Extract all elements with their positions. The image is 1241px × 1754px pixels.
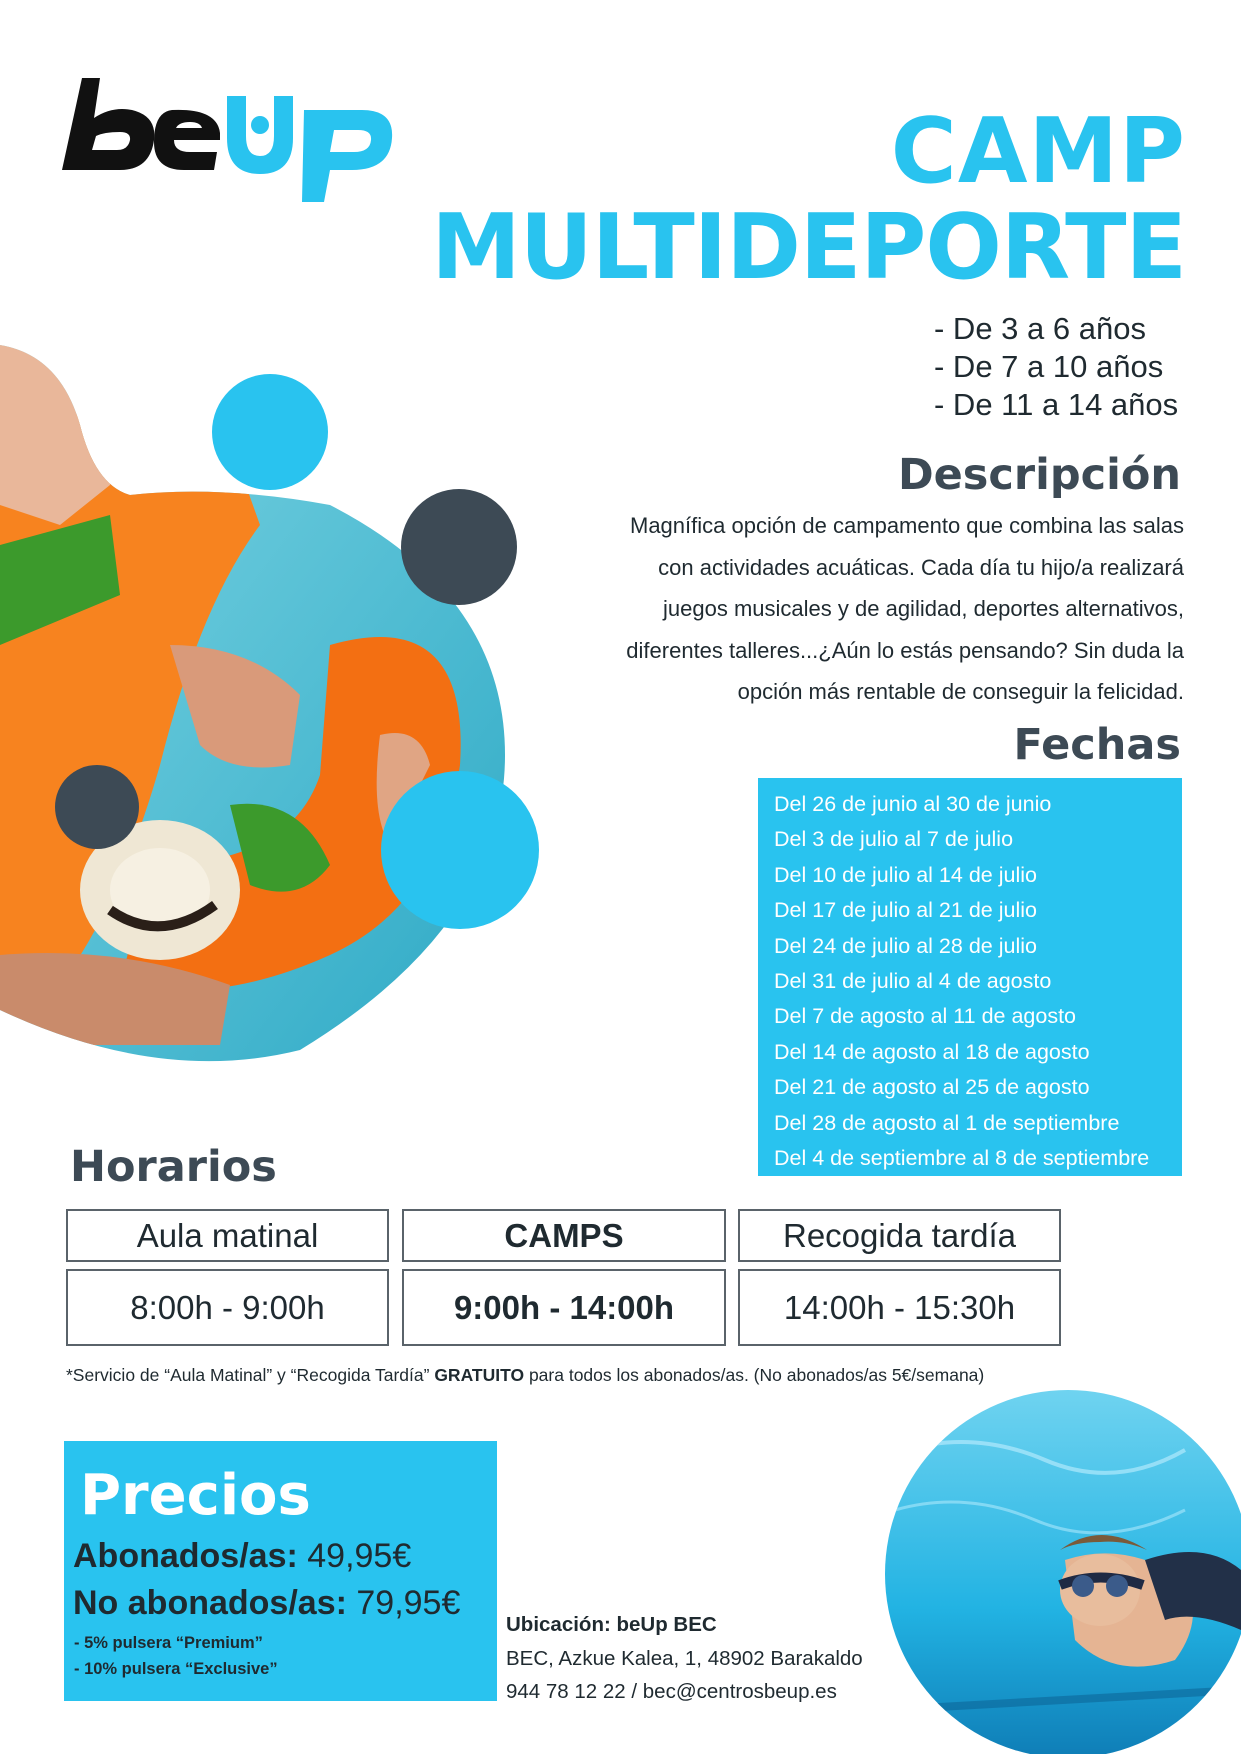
date-item: Del 26 de junio al 30 de junio xyxy=(774,792,1052,816)
age-group: - De 3 a 6 años xyxy=(934,311,1146,346)
date-item: Del 24 de julio al 28 de julio xyxy=(774,933,1037,958)
age-group: - De 7 a 10 años xyxy=(934,349,1164,384)
date-item: Del 7 de agosto al 11 de agosto xyxy=(774,1004,1077,1029)
description-line: Magnífica opción de campamento que combina las salas xyxy=(630,513,1184,538)
schedule-time-camps: 9:00h - 14:00h xyxy=(402,1269,726,1346)
schedule-label-camps: CAMPS xyxy=(402,1209,726,1262)
location-contact: 944 78 12 22 / bec@centrosbeup.es xyxy=(506,1680,837,1703)
date-item: Del 31 de julio al 4 de agosto xyxy=(774,969,1052,994)
schedule-heading: Horarios xyxy=(70,1142,277,1192)
date-item: Del 4 de septiembre al 8 de septiembre xyxy=(774,1146,1150,1171)
description-line: diferentes talleres...¿Aún lo estás pensando? Sin duda la xyxy=(626,637,1184,663)
note-prefix: *Servicio de “Aula Matinal” y “Recogida Tardía” xyxy=(66,1365,435,1385)
description-line: opción más rentable de conseguir la felicidad. xyxy=(737,679,1184,704)
date-item: Del 14 de agosto al 18 de agosto xyxy=(774,1039,1090,1064)
description-line: con actividades acuáticas. Cada día tu hijo/a realizará xyxy=(658,554,1184,580)
prices-box xyxy=(64,1441,497,1701)
price-members xyxy=(73,1537,411,1576)
location-address: BEC, Azkue Kalea, 1, 48902 Barakaldo xyxy=(506,1646,863,1670)
price-non-members-label: No abonados/as: xyxy=(73,1584,347,1622)
location-info xyxy=(506,1608,863,1709)
date-item: Del 3 de julio al 7 de julio xyxy=(774,827,1014,852)
discount-premium: - 5% pulsera “Premium” xyxy=(74,1634,263,1652)
price-members-label: Abonados/as: xyxy=(73,1537,298,1575)
schedule-time-late: 14:00h - 15:30h xyxy=(738,1269,1061,1346)
description-line: juegos musicales y de agilidad, deportes alternativos, xyxy=(663,596,1184,621)
price-non-members-value: 79,95€ xyxy=(346,1584,461,1622)
page-title xyxy=(431,99,1186,300)
description-text xyxy=(564,505,1184,713)
age-groups xyxy=(934,310,1178,424)
prices-heading: Precios xyxy=(80,1463,311,1528)
beup-logo xyxy=(62,78,402,203)
date-item: Del 21 de agosto al 25 de agosto xyxy=(774,1075,1090,1100)
swimmer-photo xyxy=(885,1390,1241,1754)
title-line-1: CAMP xyxy=(890,99,1186,204)
title-line-2: MULTIDEPORTE xyxy=(431,195,1186,300)
kids-slide-photo xyxy=(0,345,545,1070)
discount-exclusive: - 10% pulsera “Exclusive” xyxy=(74,1660,278,1678)
date-item: Del 17 de julio al 21 de julio xyxy=(774,898,1037,923)
price-members-value: 49,95€ xyxy=(297,1537,412,1575)
note-free-label: GRATUITO xyxy=(434,1365,525,1385)
schedule-label-late: Recogida tardía xyxy=(738,1209,1061,1262)
dates-list xyxy=(758,778,1182,1176)
schedule-note xyxy=(66,1365,984,1386)
age-group: - De 11 a 14 años xyxy=(934,387,1179,422)
price-non-members xyxy=(73,1584,460,1623)
schedule-time-morning: 8:00h - 9:00h xyxy=(66,1269,389,1346)
date-item: Del 28 de agosto al 1 de septiembre xyxy=(774,1110,1120,1135)
description-heading: Descripción xyxy=(897,450,1181,500)
location-label: Ubicación: beUp BEC xyxy=(506,1613,717,1636)
date-item: Del 10 de julio al 14 de julio xyxy=(774,862,1037,887)
dates-heading: Fechas xyxy=(1013,720,1181,770)
schedule-label-morning: Aula matinal xyxy=(66,1209,389,1262)
note-suffix: para todos los abonados/as. (No abonados/as 5€/semana) xyxy=(524,1365,985,1385)
